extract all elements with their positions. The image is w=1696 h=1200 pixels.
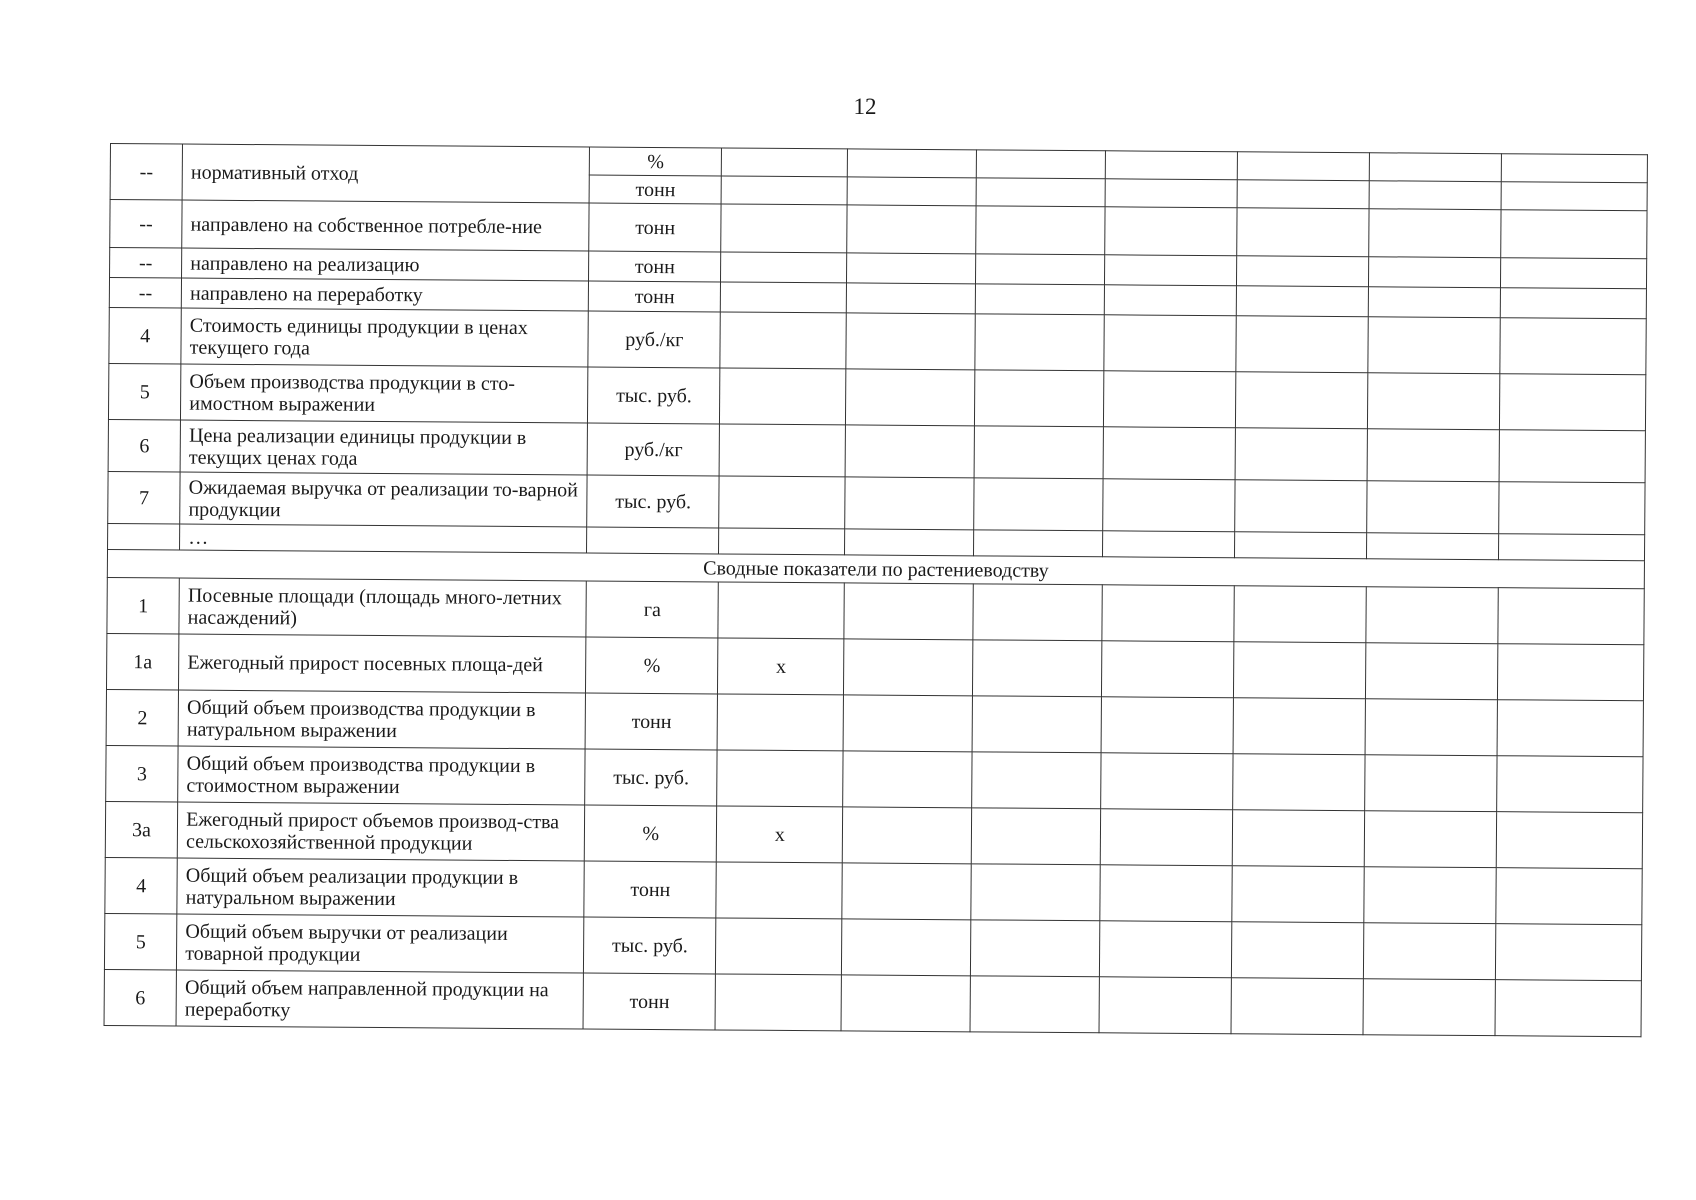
value-cell[interactable] <box>1102 585 1234 642</box>
value-cell[interactable] <box>844 583 973 640</box>
unit-cell: тонн <box>585 693 718 750</box>
unit-cell: руб./кг <box>587 423 720 476</box>
unit-cell: тонн <box>588 281 721 312</box>
indicator-name: Общий объем выручки от реализации товарной продукции <box>177 914 584 973</box>
value-cell[interactable] <box>1497 812 1643 869</box>
value-cell[interactable]: х <box>717 806 843 863</box>
value-cell[interactable] <box>848 149 977 178</box>
value-cell[interactable] <box>1500 374 1646 431</box>
value-cell[interactable] <box>842 863 971 920</box>
value-cell[interactable] <box>847 205 976 254</box>
indicator-name: Ежегодный прирост объемов производ-ства сельскохозяйственной продукции <box>177 802 584 861</box>
indicators-table <box>104 143 1648 1037</box>
indicator-name: … <box>180 524 587 553</box>
value-cell[interactable] <box>973 584 1102 641</box>
value-cell[interactable] <box>847 283 976 314</box>
value-cell[interactable] <box>976 284 1105 315</box>
value-cell[interactable] <box>1501 210 1647 259</box>
value-cell[interactable] <box>1105 207 1237 256</box>
value-cell[interactable] <box>1365 699 1498 756</box>
unit-cell: тыс. руб. <box>588 367 721 424</box>
value-cell[interactable] <box>972 752 1101 809</box>
value-cell[interactable] <box>1366 643 1499 700</box>
value-cell[interactable] <box>1101 753 1233 810</box>
indicator-name: Стоимость единицы продукции в ценах текущего года <box>181 308 588 367</box>
indicator-name: направлено на реализацию <box>182 248 589 281</box>
value-cell[interactable] <box>1501 182 1647 211</box>
value-cell[interactable] <box>1497 700 1643 757</box>
value-cell[interactable] <box>1495 980 1641 1037</box>
indicator-name: Общий объем производства продукции в стоимостном выражении <box>178 746 585 805</box>
value-cell[interactable] <box>720 368 846 425</box>
value-cell[interactable] <box>1363 923 1496 980</box>
unit-cell: % <box>586 637 719 694</box>
value-cell[interactable] <box>1233 642 1366 699</box>
row-number: 6 <box>104 969 177 1026</box>
row-number: -- <box>110 248 182 279</box>
value-cell[interactable] <box>843 695 972 752</box>
value-cell[interactable] <box>971 864 1100 921</box>
value-cell[interactable] <box>972 808 1101 865</box>
unit-cell: тонн <box>583 973 716 1030</box>
unit-cell <box>587 527 720 554</box>
indicator-name: Ежегодный прирост посевных площа-дей <box>179 634 586 693</box>
value-cell[interactable] <box>1235 428 1368 481</box>
value-cell[interactable] <box>973 640 1102 697</box>
row-number: 7 <box>108 471 181 524</box>
indicator-name: Общий объем реализации продукции в натуральном выражении <box>177 858 584 917</box>
value-cell[interactable] <box>1236 286 1369 317</box>
row-number: 1 <box>107 577 180 634</box>
row-number: -- <box>109 278 181 309</box>
value-cell[interactable] <box>1502 154 1648 183</box>
value-cell[interactable] <box>846 369 975 426</box>
value-cell[interactable] <box>847 177 976 206</box>
value-cell[interactable] <box>972 696 1101 753</box>
indicator-name: Объем производства продукции в сто-имостном выражении <box>181 364 588 423</box>
row-number: 6 <box>108 419 181 472</box>
page-number: 12 <box>853 94 877 119</box>
unit-cell: тонн <box>589 175 722 204</box>
value-cell[interactable] <box>1231 922 1364 979</box>
value-cell[interactable] <box>1367 533 1500 560</box>
value-cell[interactable] <box>1235 372 1368 429</box>
value-cell[interactable] <box>1496 868 1642 925</box>
value-cell[interactable] <box>1365 755 1498 812</box>
value-cell[interactable] <box>1233 698 1366 755</box>
row-number: 5 <box>108 363 181 420</box>
value-cell[interactable] <box>1498 644 1644 701</box>
value-cell[interactable]: х <box>718 638 844 695</box>
value-cell[interactable] <box>843 807 972 864</box>
value-cell[interactable] <box>845 425 974 478</box>
value-cell[interactable] <box>975 314 1104 371</box>
value-cell[interactable] <box>1103 531 1234 558</box>
value-cell[interactable] <box>1234 532 1367 559</box>
value-cell[interactable] <box>1236 316 1369 373</box>
value-cell[interactable] <box>976 206 1105 255</box>
table-row <box>104 969 1641 1036</box>
value-cell[interactable] <box>1236 208 1369 257</box>
value-cell[interactable] <box>845 529 974 556</box>
value-cell[interactable] <box>1106 151 1237 180</box>
value-cell[interactable] <box>1368 287 1501 318</box>
value-cell[interactable] <box>719 528 845 555</box>
value-cell[interactable] <box>974 530 1103 557</box>
unit-cell: тыс. руб. <box>585 749 718 806</box>
value-cell[interactable] <box>719 476 845 529</box>
value-cell[interactable] <box>720 312 846 369</box>
value-cell[interactable] <box>1099 977 1231 1034</box>
value-cell[interactable] <box>841 975 970 1032</box>
unit-cell: руб./кг <box>588 311 721 368</box>
indicator-name: Ожидаемая выручка от реализации то-варной продукции <box>180 472 587 527</box>
value-cell[interactable] <box>1104 427 1236 480</box>
value-cell[interactable] <box>721 282 847 313</box>
value-cell[interactable] <box>970 976 1099 1033</box>
indicator-name: направлено на собственное потребле-ние <box>182 200 589 251</box>
value-cell[interactable] <box>1499 534 1645 561</box>
row-number: -- <box>110 200 183 249</box>
value-cell[interactable] <box>1232 810 1365 867</box>
value-cell[interactable] <box>976 254 1105 285</box>
form-sheet <box>104 143 1648 1037</box>
row-number: 3 <box>106 745 179 802</box>
value-cell[interactable] <box>847 253 976 284</box>
value-cell[interactable] <box>1234 480 1367 533</box>
value-cell[interactable] <box>1234 586 1367 643</box>
value-cell[interactable] <box>1364 867 1497 924</box>
indicator-name: Общий объем направленной продукции на переработку <box>176 970 583 1029</box>
row-number: 2 <box>106 689 179 746</box>
value-cell[interactable] <box>1102 641 1234 698</box>
value-cell[interactable] <box>1501 258 1647 289</box>
value-cell[interactable] <box>1237 152 1370 181</box>
value-cell[interactable] <box>842 919 971 976</box>
unit-cell: тыс. руб. <box>587 475 720 528</box>
value-cell[interactable] <box>1100 921 1232 978</box>
value-cell[interactable] <box>1105 285 1236 316</box>
value-cell[interactable] <box>1369 153 1502 182</box>
value-cell[interactable] <box>974 426 1103 479</box>
value-cell[interactable] <box>1366 587 1499 644</box>
unit-cell: тонн <box>589 251 722 282</box>
indicator-name: направлено на переработку <box>181 278 588 311</box>
unit-cell: тонн <box>589 203 722 252</box>
value-cell[interactable] <box>718 694 844 751</box>
value-cell[interactable] <box>1237 180 1370 209</box>
value-cell[interactable] <box>1369 257 1502 288</box>
value-cell[interactable] <box>846 313 975 370</box>
value-cell[interactable] <box>717 750 843 807</box>
value-cell[interactable] <box>1498 588 1644 645</box>
value-cell[interactable] <box>1497 756 1643 813</box>
unit-cell: тонн <box>584 861 717 918</box>
value-cell[interactable] <box>1105 255 1236 286</box>
value-cell[interactable] <box>1232 754 1365 811</box>
value-cell[interactable] <box>716 918 842 975</box>
section-title: Сводные показатели по растениеводству <box>107 549 1644 588</box>
unit-cell: % <box>589 147 722 176</box>
value-cell[interactable] <box>1369 181 1502 210</box>
value-cell[interactable] <box>1368 373 1501 430</box>
value-cell[interactable] <box>976 178 1105 207</box>
value-cell[interactable] <box>977 150 1106 179</box>
row-number: -- <box>110 144 183 201</box>
value-cell[interactable] <box>1100 865 1232 922</box>
row-number: 5 <box>104 913 177 970</box>
value-cell[interactable] <box>1367 481 1500 534</box>
value-cell[interactable] <box>1499 482 1645 535</box>
value-cell[interactable] <box>974 478 1103 531</box>
value-cell[interactable] <box>1101 697 1233 754</box>
value-cell[interactable] <box>1104 371 1236 428</box>
row-number: 4 <box>109 307 182 364</box>
indicator-name: Посевные площади (площадь много-летних насаждений) <box>179 578 586 637</box>
value-cell[interactable] <box>1232 866 1365 923</box>
value-cell[interactable] <box>844 639 973 696</box>
value-cell[interactable] <box>1501 288 1647 319</box>
value-cell[interactable] <box>1105 179 1236 208</box>
value-cell[interactable] <box>1369 209 1502 258</box>
value-cell[interactable] <box>1363 979 1496 1036</box>
value-cell[interactable] <box>720 424 846 477</box>
value-cell[interactable] <box>722 148 848 177</box>
unit-cell: га <box>586 581 719 638</box>
value-cell[interactable] <box>1496 924 1642 981</box>
value-cell[interactable] <box>1101 809 1233 866</box>
unit-cell: тыс. руб. <box>584 917 717 974</box>
value-cell[interactable] <box>722 176 848 205</box>
indicator-name: Цена реализации единицы продукции в текущих ценах года <box>180 420 587 475</box>
row-number: 1а <box>106 633 179 690</box>
value-cell[interactable] <box>1104 315 1236 372</box>
value-cell[interactable] <box>1236 256 1369 287</box>
value-cell[interactable] <box>715 974 841 1031</box>
row-number <box>108 523 180 550</box>
value-cell[interactable] <box>1231 978 1364 1035</box>
unit-cell: % <box>584 805 717 862</box>
value-cell[interactable] <box>1364 811 1497 868</box>
indicator-name: нормативный отход <box>182 144 589 203</box>
value-cell[interactable] <box>843 751 972 808</box>
value-cell[interactable] <box>975 370 1104 427</box>
row-number: 4 <box>105 857 178 914</box>
value-cell[interactable] <box>1367 429 1500 482</box>
indicator-name: Общий объем производства продукции в натуральном выражении <box>178 690 585 749</box>
value-cell[interactable] <box>1500 318 1646 375</box>
row-number: 3а <box>105 801 178 858</box>
value-cell[interactable] <box>971 920 1100 977</box>
value-cell[interactable] <box>1499 430 1645 483</box>
value-cell[interactable] <box>1368 317 1501 374</box>
value-cell[interactable] <box>845 477 974 530</box>
value-cell[interactable] <box>1103 479 1235 532</box>
value-cell[interactable] <box>716 862 842 919</box>
value-cell[interactable] <box>721 204 847 253</box>
value-cell[interactable] <box>721 252 847 283</box>
value-cell[interactable] <box>718 582 844 639</box>
